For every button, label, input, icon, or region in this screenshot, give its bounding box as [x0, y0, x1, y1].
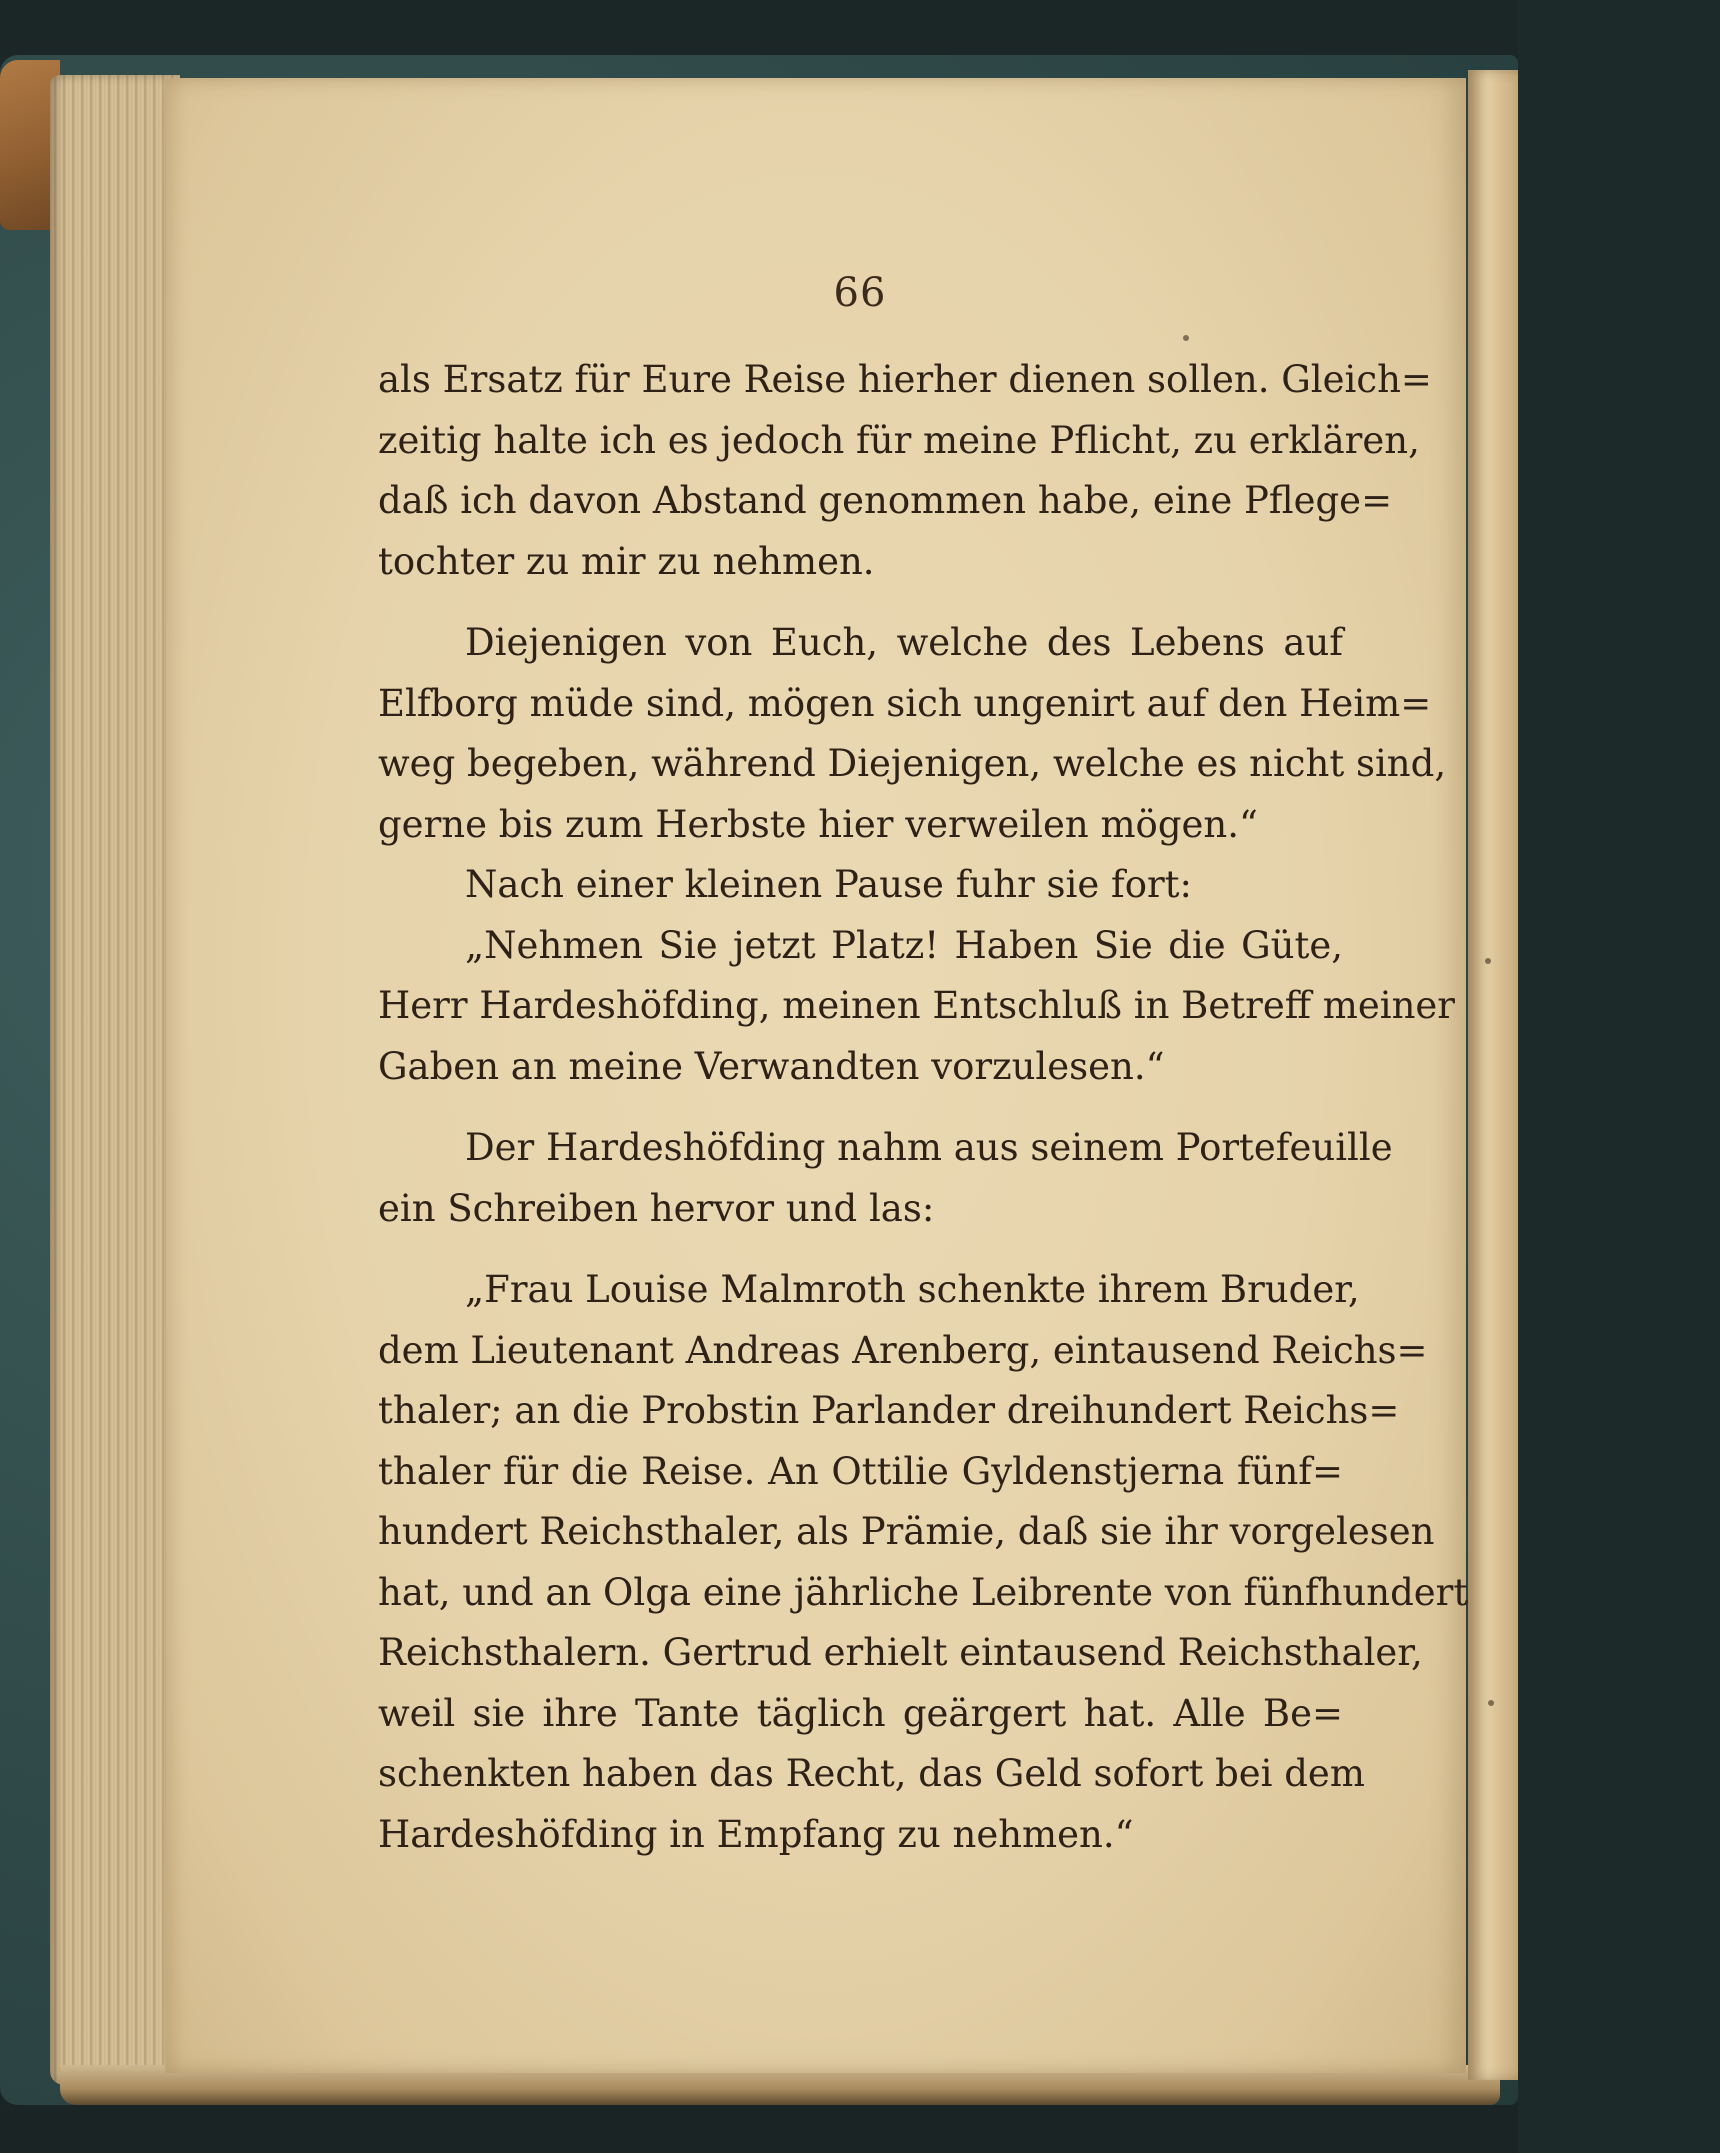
ink-speck [1488, 1700, 1494, 1706]
ink-speck [1485, 958, 1491, 964]
text-line: als Ersatz für Eure Reise hierher dienen sollen. Gleich= [378, 358, 1432, 401]
text-line: Elfborg müde sind, mögen sich ungenirt auf den Heim= [378, 681, 1432, 725]
text-line: Hardeshöfding in Empfang zu nehmen.“ [378, 1812, 1134, 1856]
page-number: 66 [833, 270, 887, 316]
text-line: gerne bis zum Herbste hier verweilen mögen.“ [378, 802, 1258, 846]
text-line: Herr Hardeshöfding, meinen Entschluß in Betreff meiner [378, 984, 1455, 1027]
text-line: „Nehmen Sie jetzt Platz! Haben Sie die Güte, [465, 923, 1343, 967]
text-line: weil sie ihre Tante täglich geärgert hat. Alle Be= [378, 1691, 1343, 1735]
ink-speck [1183, 335, 1189, 341]
text-line: hat, und an Olga eine jährliche Leibrente von fünfhundert [378, 1570, 1469, 1614]
text-line: hundert Reichsthaler, als Prämie, daß sie ihr vorgelesen [378, 1510, 1435, 1553]
text-line: Der Hardeshöfding nahm aus seinem Portefeuille [465, 1126, 1393, 1169]
body-text [378, 350, 1469, 1865]
text-line: schenkten haben das Recht, das Geld sofort bei dem [378, 1752, 1365, 1795]
page-edges-stack [50, 75, 180, 2085]
text-line: dem Lieutenant Andreas Arenberg, eintausend Reichs= [378, 1328, 1428, 1372]
text-line: Nach einer kleinen Pause fuhr sie fort: [465, 863, 1192, 906]
text-line: thaler für die Reise. An Ottilie Gyldenstjerna fünf= [378, 1449, 1343, 1493]
text-line: ein Schreiben hervor und las: [378, 1186, 935, 1230]
text-line: Gaben an meine Verwandten vorzulesen.“ [378, 1044, 1165, 1088]
text-line: Reichsthalern. Gertrud erhielt eintausend Reichsthaler, [378, 1631, 1423, 1674]
text-line: „Frau Louise Malmroth schenkte ihrem Bruder, [465, 1268, 1360, 1311]
text-line: thaler; an die Probstin Parlander dreihundert Reichs= [378, 1389, 1400, 1432]
text-line: Diejenigen von Euch, welche des Lebens auf [465, 621, 1343, 664]
text-line: weg begeben, während Diejenigen, welche es nicht sind, [378, 742, 1447, 785]
text-line: zeitig halte ich es jedoch für meine Pflicht, zu erklären, [378, 418, 1420, 462]
text-line: tochter zu mir zu nehmen. [378, 539, 875, 583]
facing-page-edge [1468, 70, 1518, 2080]
text-line: daß ich davon Abstand genommen habe, eine Pflege= [378, 479, 1393, 522]
